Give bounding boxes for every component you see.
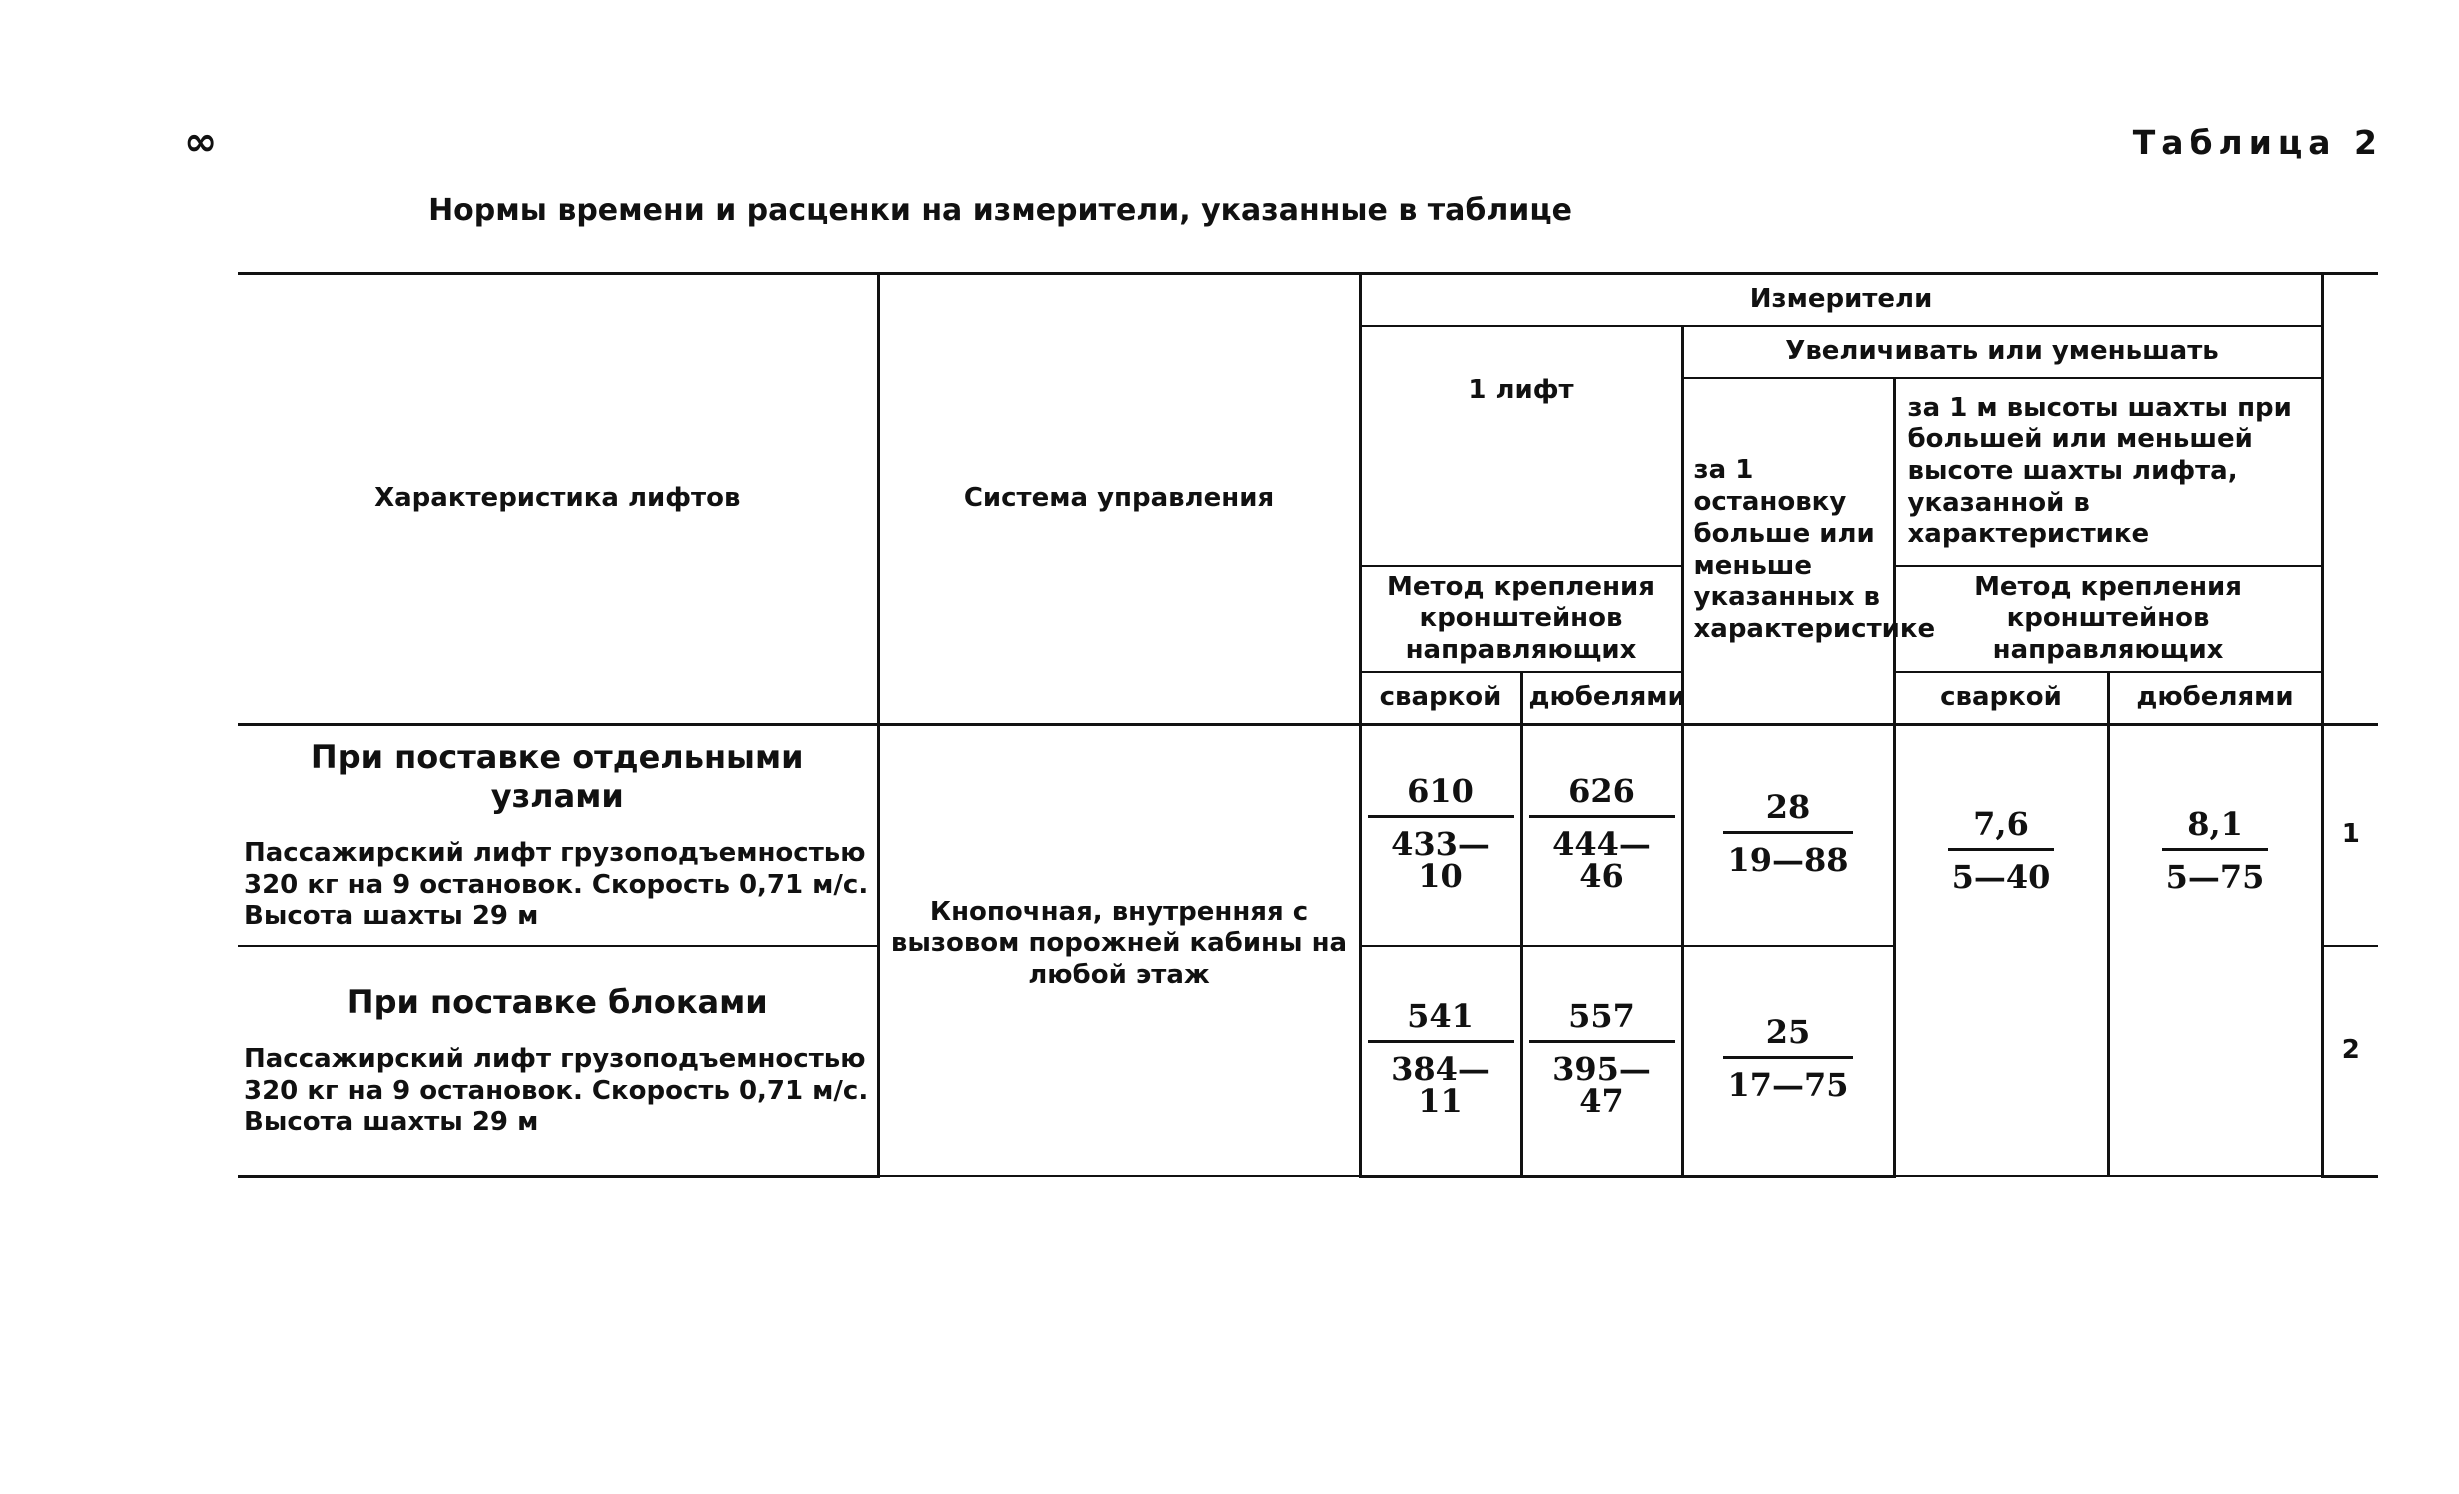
header-increase-decrease: Увеличивать или уменьшать	[1682, 326, 2322, 378]
section-title: При поставке отдельными узлами	[310, 737, 804, 815]
norm-value: 557	[1529, 1000, 1675, 1043]
lift-description: Пассажирский лифт грузоподъемностью 320 кг на 9 остановок. Скорость 0,71 м/с. Высота шахты 29 м	[244, 1043, 869, 1138]
header-per-stop: за 1 остановку больше или меньше указанных в характеристике	[1682, 378, 1894, 725]
lift-description: Пассажирский лифт грузоподъемностью 320 кг на 9 остановок. Скорость 0,71 м/с. Высота шахты 29 м	[244, 837, 869, 932]
rate-value: 384—11	[1391, 1050, 1490, 1121]
cell-per-stop	[1682, 724, 1894, 946]
norm-value: 7,6	[1948, 808, 2055, 851]
fraction	[1368, 771, 1514, 895]
fraction	[2162, 804, 2269, 896]
header-dowels: дюбелями	[1521, 672, 1682, 724]
header-measures: Измерители	[1360, 274, 2322, 326]
cell-per-meter-weld	[1894, 724, 2108, 1176]
row-characteristic	[238, 946, 878, 1176]
cell-weld	[1360, 724, 1521, 946]
rate-value: 19—88	[1727, 840, 1849, 879]
norms-table	[238, 272, 2378, 1178]
rate-value: 433—10	[1391, 824, 1490, 895]
fraction	[1723, 787, 1852, 879]
page-number-symbol: ∞	[184, 119, 218, 165]
norm-value: 8,1	[2162, 808, 2269, 851]
norm-value: 626	[1529, 775, 1675, 818]
norm-value: 610	[1368, 775, 1514, 818]
control-system-text: Кнопочная, внутренняя с вызовом порожней кабины на любой этаж	[890, 896, 1348, 991]
header-welding-per-meter: сваркой	[1894, 672, 2108, 724]
header-welding: сваркой	[1360, 672, 1521, 724]
header-system: Система управления	[878, 274, 1360, 725]
cell-per-meter-dowel	[2108, 724, 2322, 1176]
fraction	[1723, 1013, 1852, 1105]
fraction	[1529, 997, 1675, 1121]
header-per-meter-method: Метод крепления кронштейнов направляющих	[1894, 566, 2322, 672]
control-system	[878, 724, 1360, 1176]
header-per-meter: за 1 м высоты шахты при большей или меньшей высоте шахты лифта, указанной в характеристике	[1894, 378, 2322, 567]
header-one-lift: 1 лифт	[1360, 326, 1682, 567]
cell-per-stop	[1682, 946, 1894, 1176]
cell-weld	[1360, 946, 1521, 1176]
header-dowels-per-meter: дюбелями	[2108, 672, 2322, 724]
rate-value: 5—40	[1951, 857, 2051, 896]
table-title: Нормы времени и расценки на измерители, указанные в таблице	[428, 193, 1572, 228]
rate-value: 444—46	[1552, 824, 1651, 895]
header-characteristics: Характеристика лифтов	[238, 274, 878, 725]
norm-value: 28	[1723, 791, 1852, 834]
header-rownum-spacer	[2322, 274, 2378, 725]
cell-dowel	[1521, 724, 1682, 946]
rate-value: 395—47	[1552, 1050, 1651, 1121]
fraction	[1368, 997, 1514, 1121]
table-row	[238, 724, 2378, 946]
norm-value: 541	[1368, 1000, 1514, 1043]
row-number: 1	[2322, 724, 2378, 946]
row-number: 2	[2322, 946, 2378, 1176]
norm-value: 25	[1723, 1016, 1852, 1059]
header-one-lift-method: Метод крепления кронштейнов направляющих	[1360, 566, 1682, 672]
rate-value: 17—75	[1727, 1066, 1849, 1105]
table-label: Таблица 2	[2132, 123, 2383, 162]
cell-dowel	[1521, 946, 1682, 1176]
fraction	[1948, 804, 2055, 896]
rate-value: 5—75	[2165, 857, 2265, 896]
section-title: При поставке блоками	[346, 982, 768, 1021]
fraction	[1529, 771, 1675, 895]
row-characteristic	[238, 724, 878, 946]
